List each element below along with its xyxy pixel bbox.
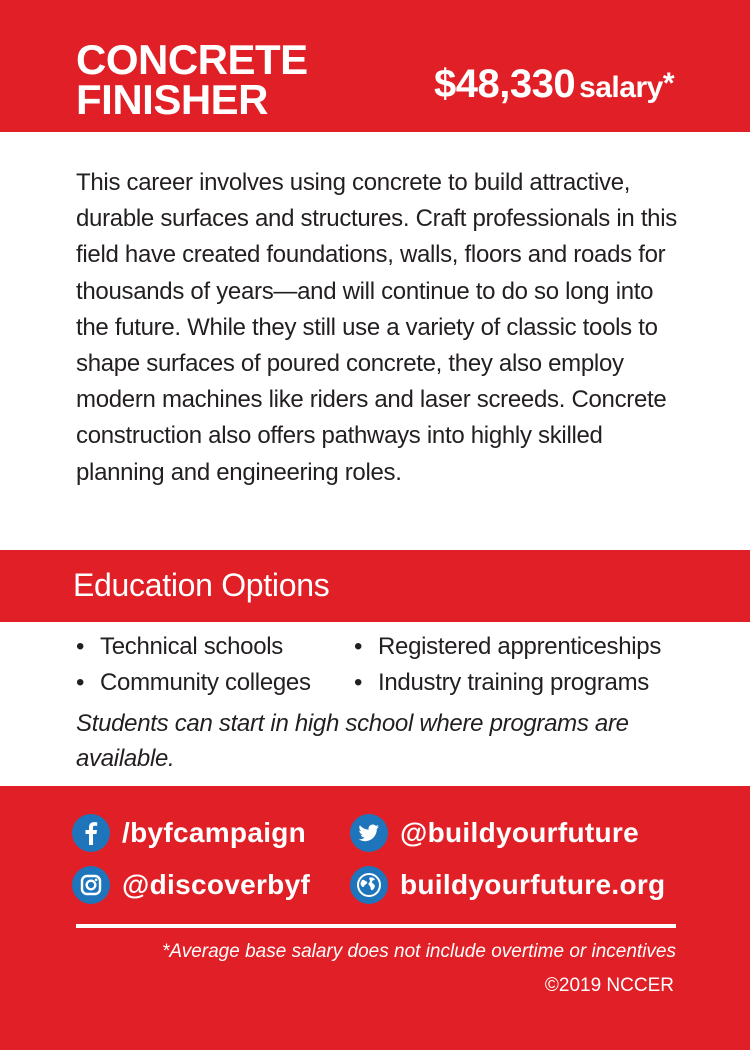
salary-unit: salary <box>579 71 663 104</box>
bullet: • <box>76 633 85 660</box>
education-note: Students can start in high school where programs are available. <box>76 710 629 772</box>
salary-amount: $48,330 <box>433 62 576 106</box>
website-url: buildyourfuture.org <box>400 869 666 900</box>
job-title <box>76 36 308 123</box>
header-band <box>0 0 750 132</box>
copyright: ©2019 NCCER <box>544 975 674 996</box>
salary-disclaimer: *Average base salary does not include overtime or incentives <box>162 941 676 962</box>
salary-footnote-marker: * <box>662 67 674 100</box>
facebook-icon <box>72 814 110 852</box>
website-link[interactable] <box>350 866 665 904</box>
bullet: • <box>354 633 363 660</box>
option-label: Community colleges <box>100 669 311 696</box>
list-item <box>354 665 649 701</box>
job-title-line2: FINISHER <box>76 76 269 123</box>
globe-icon <box>350 866 388 904</box>
twitter-link[interactable] <box>350 814 639 852</box>
instagram-handle: @discoverbyf <box>122 869 311 900</box>
option-label: Registered apprenticeships <box>378 633 662 660</box>
bullet: • <box>76 669 85 696</box>
bullet: • <box>354 669 363 696</box>
instagram-icon <box>72 866 110 904</box>
education-row <box>76 629 696 665</box>
instagram-link[interactable] <box>72 866 310 904</box>
facebook-link[interactable] <box>72 814 306 852</box>
career-description: This career involves using concrete to build attractive, durable surfaces and structures. Craft professionals in this field have created foundations, walls, floors and roads for thousands of years—and will continue to do so long into the future. While they still use a variety of classic tools to shape surfaces of poured concrete, they also employ modern machines like riders and laser screeds. Concrete construction also offers pathways into highly skilled planning and engineering roles. <box>76 169 677 486</box>
education-options-list <box>76 629 696 701</box>
footer-divider <box>76 924 676 928</box>
education-row <box>76 665 696 701</box>
salary <box>434 60 674 112</box>
list-item <box>354 629 661 665</box>
twitter-handle: @buildyourfuture <box>400 817 639 848</box>
footer-band <box>0 786 750 1050</box>
option-label: Industry training programs <box>378 669 649 696</box>
option-label: Technical schools <box>100 633 283 660</box>
list-item <box>76 629 354 665</box>
education-title: Education Options <box>73 567 330 603</box>
list-item <box>76 665 354 701</box>
facebook-handle: /byfcampaign <box>122 817 307 848</box>
twitter-icon <box>350 814 388 852</box>
education-band <box>0 550 750 622</box>
job-title-line1: CONCRETE <box>76 36 308 83</box>
